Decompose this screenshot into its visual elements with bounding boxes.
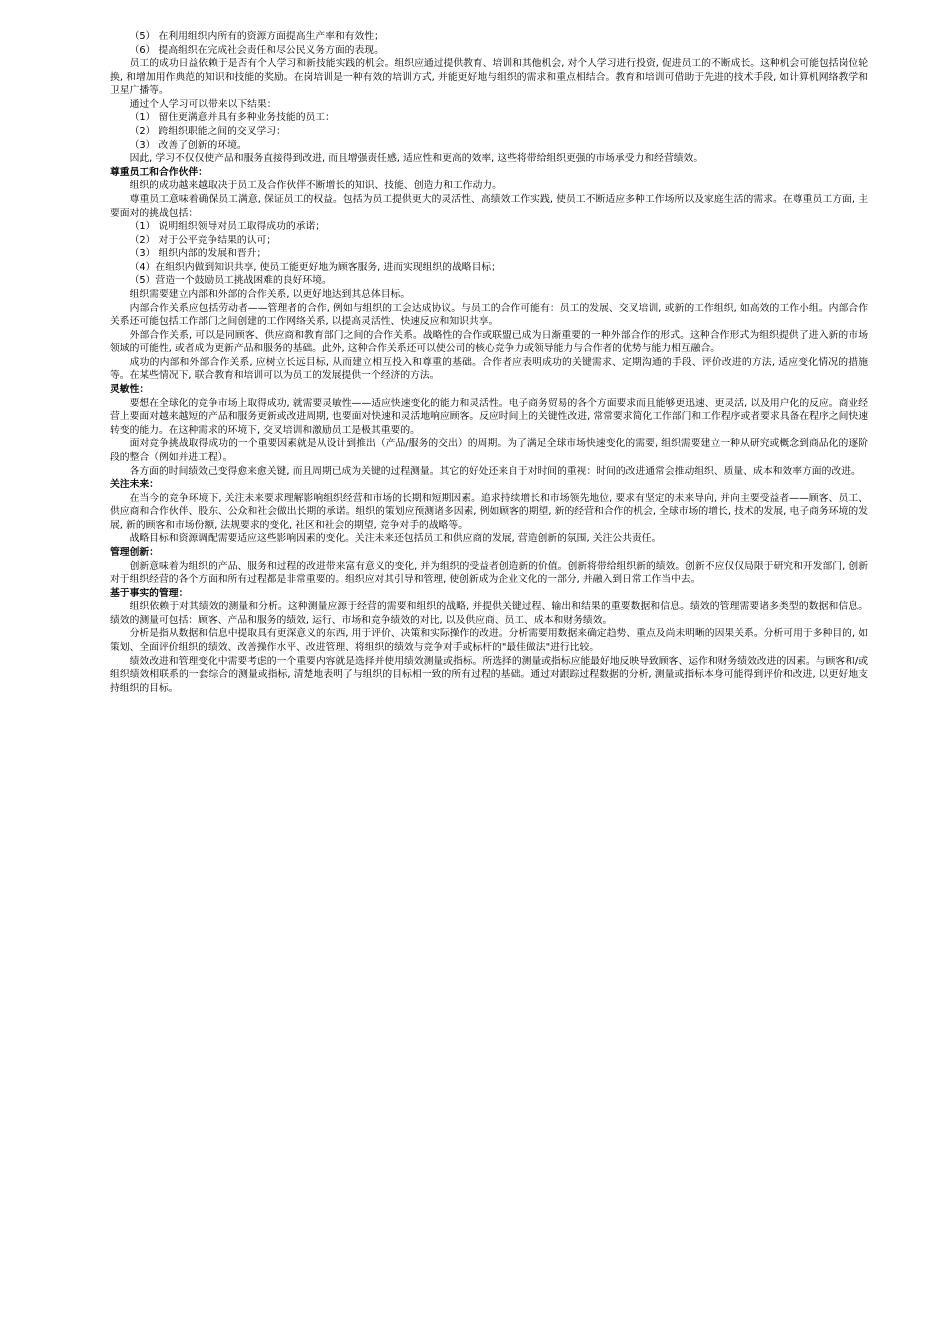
paragraph: 外部合作关系, 可以是同顾客、供应商和教育部门之间的合作关系。战略性的合作或联盟已成为日渐重要的一种外部合作的形式。这种合作形式为组织提供了进入新的市场领域的可能性, 或者成为更新产品和服务的基础。此外, 这种合作关系还可以使公司的核心竞争力或领导能力与合作者的优势与能力相互融合。 bbox=[110, 329, 868, 355]
paragraph: 尊重员工意味着确保员工满意, 保证员工的权益。包括为员工提供更大的灵活性、高绩效工作实践, 使员工不断适应多种工作场所以及家庭生活的需求。在尊重员工方面, 主要面对的挑战包括： bbox=[110, 193, 868, 219]
list-item: （3） 改善了创新的环境。 bbox=[129, 139, 247, 151]
paragraph: 内部合作关系应包括劳动者——管理者的合作, 例如与组织的工会达成协议。与员工的合作可能有：员工的发展、交叉培训, 或新的工作组织, 如高效的工作小组。内部合作关系还可能包括工作部门之间创建的工作网络关系, 以提高灵活性、快速反应和知识共享。 bbox=[110, 302, 868, 328]
section-heading: 管理创新： bbox=[110, 546, 159, 558]
paragraph: 绩效改进和管理变化中需要考虑的一个重要内容就是选择并使用绩效测量或指标。所选择的测量或指标应能最好地反映导致顾客、运作和财务绩效改进的因素。与顾客和/或组织绩效相联系的一套综合的测量或指标, 清楚地表明了与组织的目标相一致的所有过程的基础。通过对跟踪过程数据的分析, 测量或指标本身可能得到评价和改进, 以更好地支持组织的目标。 bbox=[110, 655, 868, 694]
paragraph: 组织需要建立内部和外部的合作关系, 以更好地达到其总体目标。 bbox=[129, 288, 411, 300]
paragraph: 成功的内部和外部合作关系, 应树立长远目标, 从而建立相互投入和尊重的基础。合作者应表明成功的关键需求、定期沟通的手段、评价改进的方法, 适应变化情况的措施等。在某些情况下, 联合教育和培训可以为员工的发展提供一个经济的方法。 bbox=[110, 356, 868, 382]
list-item: （2） 对于公平竞争结果的认可； bbox=[129, 234, 277, 246]
paragraph: 面对竞争挑战取得成功的一个重要因素就是从设计到推出（产品/服务的交出）的周期。为了满足全球市场快速变化的需要, 组织需要建立一种从研究或概念到商品化的逐阶段的整合（例如并进工程）。 bbox=[110, 438, 868, 463]
paragraph: 战略目标和资源调配需要适应这些影响因素的变化。关注未来还包括员工和供应商的发展, 营造创新的氛围, 关注公共责任。 bbox=[129, 533, 662, 545]
paragraph: 创新意味着为组织的产品、服务和过程的改进带来富有意义的变化, 并为组织的受益者创造新的价值。创新将带给组织新的绩效。创新不应仅仅局限于研究和开发部门, 创新对于组织经营的各个方面和所有过程都是非常重要的。组织应对其引导和管理, 使创新成为企业文化的一部分, 并融入到日常工作当中去。 bbox=[110, 560, 868, 586]
section-heading: 尊重员工和合作伙伴： bbox=[110, 166, 208, 178]
list-item: （6） 提高组织在完成社会责任和尽公民义务方面的表现。 bbox=[129, 44, 384, 56]
list-item: （3） 组织内部的发展和晋升； bbox=[129, 248, 267, 260]
paragraph: 组织的成功越来越取决于员工及合作伙伴不断增长的知识、技能、创造力和工作动力。 bbox=[129, 180, 502, 192]
paragraph: 通过个人学习可以带来以下结果： bbox=[129, 98, 277, 110]
section-heading: 关注未来： bbox=[110, 479, 159, 491]
list-item: （2） 跨组织职能之间的交叉学习： bbox=[129, 126, 286, 138]
paragraph: 各方面的时间绩效己变得愈来愈关键, 而且周期已成为关键的过程测量。其它的好处还来自于对时间的重视：时间的改进通常会推动组织、质量、成本和效率方面的改进。 bbox=[129, 465, 861, 477]
paragraph: 要想在全球化的竞争市场上取得成功, 就需要灵敏性——适应快速变化的能力和灵活性。电子商务贸易的各个方面要求而且能够更迅速、更灵活, 以及用户化的反应。商业经营上要面对越来越短的产品和服务更新或改进周期, 也要面对快速和灵活地响应顾客。反应时间上的关键性改进, 常常要求简化工作部门和工作程序或者要求具备在程序之间快速转变的能力。在这种需求的环境下, 交叉培训和激励员工是极其重要的。 bbox=[110, 397, 868, 436]
section-heading: 基于事实的管理： bbox=[110, 587, 189, 599]
paragraph: 在当今的竞争环境下, 关注未来要求理解影响组织经营和市场的长期和短期因素。追求持续增长和市场领先地位, 要求有坚定的未来导向, 并向主要受益者——顾客、员工、供应商和合作伙伴、股东、公众和社会做出长期的承诺。组织的策划应预测诸多因素, 例如顾客的期望, 新的经营和合作的机会, 全球市场的增长, 技术的发展, 电子商务环境的发展, 新的顾客和市场份额, 法规要求的变化, 社区和社会的期望, 竞争对手的战略等。 bbox=[110, 492, 868, 531]
paragraph: 员工的成功日益依赖于是否有个人学习和新技能实践的机会。组织应通过提供教育、培训和其他机会, 对个人学习进行投资, 促进员工的不断成长。这种机会可能包括岗位轮换, 和增加用作典范的知识和技能的奖励。在岗培训是一种有效的培训方式, 并能更好地与组织的需求和重点相结合。教育和培训可借助于先进的技术手段, 如计算机网络教学和卫星广播等。 bbox=[110, 58, 868, 97]
paragraph: 分析是指从数据和信息中提取具有更深意义的东西, 用于评价、决策和实际操作的改进。分析需要用数据来确定趋势、重点及尚未明晰的因果关系。分析可用于多种目的, 如策划、全面评价组织的绩效、改善操作水平、改进管理、将组织的绩效与竞争对手或标杆的"最佳做法"进行比较。 bbox=[110, 628, 868, 654]
list-item: （4）在组织内做到知识共享, 使员工能更好地为顾客服务, 进而实现组织的战略目标； bbox=[129, 261, 501, 273]
list-item: （1） 说明组织领导对员工取得成功的承诺； bbox=[129, 221, 326, 233]
list-item: （5）营造一个鼓励员工挑战困难的良好环境。 bbox=[129, 275, 332, 287]
paragraph: 组织依赖于对其绩效的测量和分析。这种测量应源于经营的需要和组织的战略, 并提供关键过程、输出和结果的重要数据和信息。绩效的管理需要诸多类型的数据和信息。绩效的测量可包括：顾客、产品和服务的绩效, 运行、市场和竞争绩效的对比, 以及供应商、员工、成本和财务绩效。 bbox=[110, 601, 868, 626]
list-item: （1） 留住更满意并具有多种业务技能的员工： bbox=[129, 112, 335, 124]
list-item: （5） 在利用组织内所有的资源方面提高生产率和有效性； bbox=[129, 31, 384, 42]
section-heading: 灵敏性： bbox=[110, 384, 150, 396]
paragraph: 因此, 学习不仅仅使产品和服务直接得到改进, 而且增强责任感, 适应性和更高的效率, 这些将带给组织更强的市场承受力和经营绩效。 bbox=[129, 153, 704, 165]
